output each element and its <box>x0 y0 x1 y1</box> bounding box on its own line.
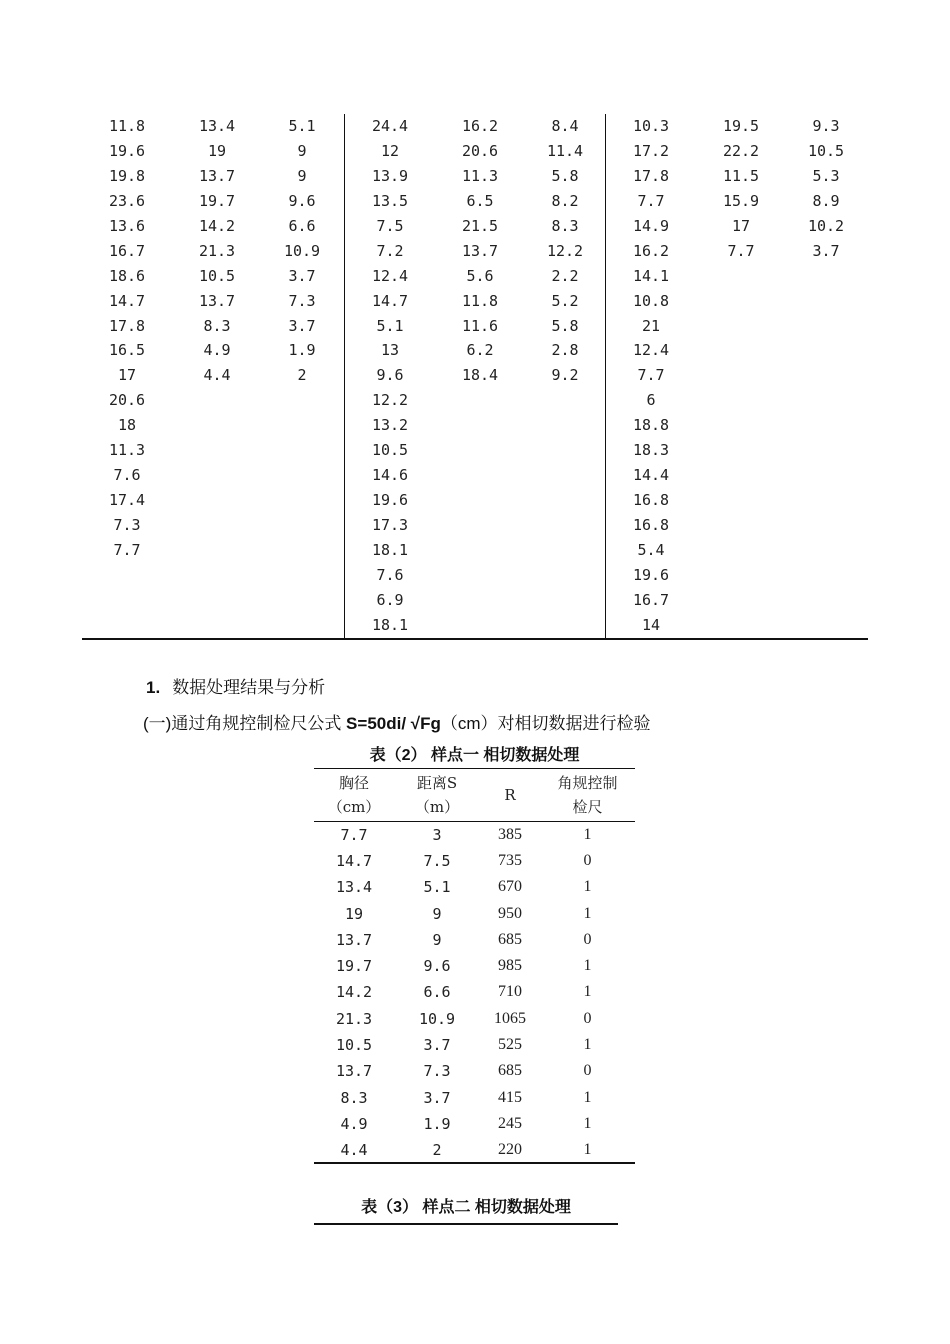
data-cell: 5.3 <box>812 166 840 185</box>
table2-caption: 表（2） 样点一 相切数据处理 <box>369 747 580 764</box>
table-cell: 8.3 <box>340 1088 368 1107</box>
data-cell: 1.9 <box>288 341 316 360</box>
data-cell: 23.6 <box>108 191 146 210</box>
table-row <box>314 1058 635 1084</box>
data-cell: 14.1 <box>632 266 670 285</box>
data-cell: 19 <box>207 141 227 160</box>
data-cell: 8.2 <box>551 191 579 210</box>
data-column <box>435 114 525 388</box>
data-cell: 18.4 <box>461 366 499 385</box>
table-row <box>314 1032 635 1058</box>
table-cell: 1.9 <box>423 1114 451 1133</box>
table-cell: 7.3 <box>423 1062 451 1081</box>
table-cell: 0 <box>583 851 592 869</box>
data-cell: 7.3 <box>113 516 141 534</box>
header-distance: 距离S （m） <box>414 774 460 816</box>
data-cell: 3.7 <box>288 266 316 285</box>
data-cell: 7.7 <box>637 191 665 210</box>
data-cell: 17 <box>117 366 137 385</box>
table-cell: 1 <box>583 1114 592 1132</box>
data-cell: 16.5 <box>108 341 146 360</box>
table-cell: 1 <box>583 1088 592 1106</box>
table-cell: 0 <box>583 1062 592 1080</box>
data-cell: 18.1 <box>371 540 409 559</box>
table-cell: 3.7 <box>423 1036 451 1055</box>
data-cell: 6.9 <box>376 590 404 609</box>
section-number: 1. <box>146 678 161 697</box>
table-cell: 3.7 <box>423 1088 451 1107</box>
data-cell: 13.4 <box>198 117 236 135</box>
table-cell: 2 <box>432 1140 442 1159</box>
table-cell: 735 <box>498 851 522 869</box>
table-row <box>314 979 635 1005</box>
table-cell: 385 <box>498 825 522 843</box>
table-row <box>314 927 635 953</box>
table-row <box>314 1006 635 1032</box>
data-cell: 14 <box>641 615 661 634</box>
data-cell: 10.5 <box>807 141 845 160</box>
data-cell: 4.9 <box>203 341 231 360</box>
data-cell: 6 <box>646 391 656 410</box>
table-cell: 670 <box>498 878 522 896</box>
section-title: 数据处理结果与分析 <box>172 678 326 697</box>
data-cell: 11.5 <box>722 166 760 185</box>
data-cell: 2.2 <box>551 266 579 285</box>
data-cell: 7.5 <box>376 216 404 235</box>
data-cell: 14.7 <box>108 291 146 310</box>
data-cell: 8.9 <box>812 191 840 210</box>
data-cell: 13.2 <box>371 416 409 435</box>
data-cell: 8.3 <box>203 316 231 335</box>
data-cell: 13.7 <box>198 166 236 185</box>
data-column <box>82 114 172 563</box>
data-cell: 9.6 <box>376 366 404 385</box>
data-cell: 10.2 <box>807 216 845 235</box>
data-column <box>172 114 262 388</box>
data-cell: 19.5 <box>722 117 760 135</box>
table-cell: 1 <box>583 825 592 843</box>
table-cell: 13.4 <box>335 878 373 897</box>
tally-data-block <box>82 114 868 640</box>
table-cell: 245 <box>498 1114 522 1132</box>
table-cell: 14.7 <box>335 851 373 870</box>
data-group-2 <box>344 114 606 638</box>
data-cell: 16.8 <box>632 491 670 510</box>
data-cell: 8.4 <box>551 117 579 135</box>
table-cell: 525 <box>498 1036 522 1054</box>
subsection-formula: S=50di/ √Fg <box>346 714 441 733</box>
data-cell: 12.2 <box>371 391 409 410</box>
data-cell: 10.8 <box>632 291 670 310</box>
data-cell: 12.2 <box>546 241 584 260</box>
data-cell: 21.3 <box>198 241 236 260</box>
data-cell: 21 <box>641 316 661 335</box>
data-column <box>345 114 435 638</box>
table-cell: 19.7 <box>335 957 373 976</box>
data-cell: 18.6 <box>108 266 146 285</box>
data-cell: 9 <box>297 166 307 185</box>
table-cell: 13.7 <box>335 1062 373 1081</box>
header-check: 角规控制 检尺 <box>557 774 618 816</box>
table-row <box>314 953 635 979</box>
data-cell: 4.4 <box>203 366 231 385</box>
data-cell: 19.7 <box>198 191 236 210</box>
data-cell: 9.2 <box>551 366 579 385</box>
data-cell: 5.8 <box>551 316 579 335</box>
data-cell: 20.6 <box>461 141 499 160</box>
data-cell: 5.1 <box>376 316 404 335</box>
data-cell: 10.5 <box>371 441 409 460</box>
data-cell: 12.4 <box>371 266 409 285</box>
data-cell: 7.2 <box>376 241 404 260</box>
data-cell: 21.5 <box>461 216 499 235</box>
data-cell: 17.8 <box>108 316 146 335</box>
data-cell: 14.7 <box>371 291 409 310</box>
data-cell: 3.7 <box>812 241 840 260</box>
data-column <box>606 114 696 638</box>
table-cell: 7.7 <box>340 825 368 844</box>
data-cell: 24.4 <box>371 117 409 135</box>
data-column <box>520 114 610 388</box>
data-cell: 17.4 <box>108 491 146 510</box>
data-cell: 16.2 <box>632 241 670 260</box>
table-row <box>314 900 635 926</box>
data-cell: 18 <box>117 416 137 435</box>
section-heading <box>146 673 325 698</box>
data-cell: 19.6 <box>632 565 670 584</box>
data-cell: 11.3 <box>108 441 146 460</box>
data-cell: 16.2 <box>461 117 499 135</box>
data-cell: 9 <box>297 141 307 160</box>
data-cell: 19.6 <box>371 491 409 510</box>
data-cell: 5.1 <box>288 117 316 135</box>
table-cell: 9 <box>432 904 442 923</box>
data-cell: 20.6 <box>108 391 146 410</box>
table-cell: 4.9 <box>340 1114 368 1133</box>
data-cell: 13.9 <box>371 166 409 185</box>
data-cell: 16.8 <box>632 516 670 534</box>
table2 <box>314 768 635 1164</box>
table-row <box>314 822 635 848</box>
table-cell: 1 <box>583 1140 592 1158</box>
data-cell: 17.2 <box>632 141 670 160</box>
table-cell: 1 <box>583 904 592 922</box>
table-cell: 9.6 <box>423 957 451 976</box>
header-r: R <box>504 786 516 804</box>
data-cell: 13.5 <box>371 191 409 210</box>
table-cell: 19 <box>344 904 364 923</box>
data-cell: 6.6 <box>288 216 316 235</box>
data-cell: 22.2 <box>722 141 760 160</box>
table-cell: 1 <box>583 957 592 975</box>
data-cell: 16.7 <box>632 590 670 609</box>
table-cell: 14.2 <box>335 983 373 1002</box>
table-cell: 21.3 <box>335 1009 373 1028</box>
data-cell: 13.7 <box>461 241 499 260</box>
data-cell: 17.8 <box>632 166 670 185</box>
table-cell: 220 <box>498 1140 522 1158</box>
data-cell: 14.2 <box>198 216 236 235</box>
data-cell: 11.4 <box>546 141 584 160</box>
data-cell: 5.8 <box>551 166 579 185</box>
table2-header-row <box>314 769 635 822</box>
data-cell: 6.2 <box>466 341 494 360</box>
data-group-3 <box>605 114 869 638</box>
table-cell: 685 <box>498 930 522 948</box>
table-row <box>314 1137 635 1163</box>
data-cell: 12 <box>380 141 400 160</box>
table-cell: 9 <box>432 930 442 949</box>
data-cell: 19.6 <box>108 141 146 160</box>
table-cell: 985 <box>498 957 522 975</box>
table-cell: 3 <box>432 825 442 844</box>
table-cell: 6.6 <box>423 983 451 1002</box>
table-cell: 1 <box>583 1036 592 1054</box>
table-cell: 13.7 <box>335 930 373 949</box>
header-diameter: 胸径 （cm） <box>327 774 381 816</box>
table-cell: 10.9 <box>418 1009 456 1028</box>
data-cell: 11.6 <box>461 316 499 335</box>
table-cell: 7.5 <box>423 851 451 870</box>
data-cell: 15.9 <box>722 191 760 210</box>
data-cell: 19.8 <box>108 166 146 185</box>
table2-body <box>314 822 635 1164</box>
data-cell: 13.7 <box>198 291 236 310</box>
table-cell: 10.5 <box>335 1036 373 1055</box>
data-group-1 <box>82 114 344 638</box>
data-cell: 5.4 <box>637 540 665 559</box>
data-cell: 17 <box>731 216 751 235</box>
data-cell: 10.9 <box>283 241 321 260</box>
table-cell: 5.1 <box>423 878 451 897</box>
data-cell: 18.3 <box>632 441 670 460</box>
data-cell: 7.7 <box>113 540 141 559</box>
table-cell: 685 <box>498 1062 522 1080</box>
data-cell: 12.4 <box>632 341 670 360</box>
data-cell: 7.7 <box>637 366 665 385</box>
table-row <box>314 1111 635 1137</box>
data-cell: 16.7 <box>108 241 146 260</box>
data-cell: 11.8 <box>108 117 146 135</box>
data-cell: 13 <box>380 341 400 360</box>
table-cell: 710 <box>498 983 522 1001</box>
data-cell: 7.6 <box>113 466 141 485</box>
table-row <box>314 874 635 900</box>
data-cell: 5.6 <box>466 266 494 285</box>
data-cell: 7.3 <box>288 291 316 310</box>
table-cell: 0 <box>583 1009 592 1027</box>
data-cell: 14.9 <box>632 216 670 235</box>
table-cell: 1 <box>583 983 592 1001</box>
data-cell: 10.3 <box>632 117 670 135</box>
data-cell: 8.3 <box>551 216 579 235</box>
table3-caption: 表（3） 样点二 相切数据处理 <box>314 1194 618 1225</box>
subsection-prefix: (一)通过角规控制检尺公式 <box>143 714 347 733</box>
data-cell: 17.3 <box>371 516 409 534</box>
table-cell: 950 <box>498 904 522 922</box>
data-cell: 18.1 <box>371 615 409 634</box>
data-cell: 13.6 <box>108 216 146 235</box>
data-column <box>257 114 347 388</box>
table-row <box>314 1084 635 1110</box>
data-cell: 2 <box>297 366 307 385</box>
data-column <box>696 114 786 264</box>
data-cell: 14.6 <box>371 466 409 485</box>
data-cell: 3.7 <box>288 316 316 335</box>
data-cell: 11.3 <box>461 166 499 185</box>
data-cell: 11.8 <box>461 291 499 310</box>
subsection-suffix: （cm）对相切数据进行检验 <box>440 714 651 733</box>
data-cell: 10.5 <box>198 266 236 285</box>
data-cell: 5.2 <box>551 291 579 310</box>
data-cell: 7.6 <box>376 565 404 584</box>
table-cell: 1065 <box>494 1009 526 1027</box>
table-row <box>314 848 635 874</box>
data-column <box>781 114 871 264</box>
subsection-heading <box>143 709 651 734</box>
table-cell: 0 <box>583 930 592 948</box>
table-cell: 4.4 <box>340 1140 368 1159</box>
data-cell: 9.3 <box>812 117 840 135</box>
data-cell: 9.6 <box>288 191 316 210</box>
table-cell: 1 <box>583 878 592 896</box>
data-cell: 14.4 <box>632 466 670 485</box>
data-cell: 6.5 <box>466 191 494 210</box>
table-cell: 415 <box>498 1088 522 1106</box>
data-cell: 18.8 <box>632 416 670 435</box>
data-cell: 7.7 <box>727 241 755 260</box>
data-cell: 2.8 <box>551 341 579 360</box>
